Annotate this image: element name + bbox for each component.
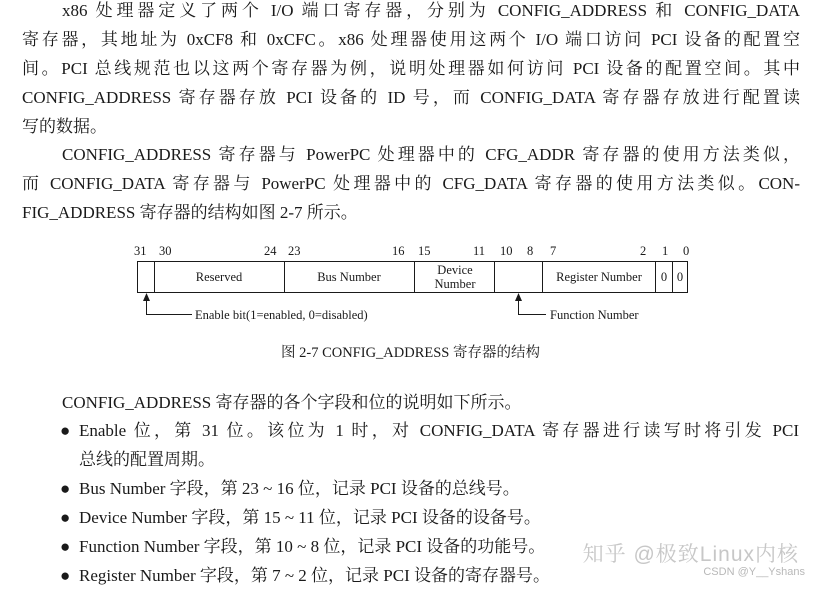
watermark-csdn: CSDN @Y__Yshans xyxy=(703,566,805,578)
paragraph-line: CONFIG_ADDRESS 寄存器存放 PCI 设备的 ID 号，而 CONFIG_DATA 寄存器存放进行配置读 xyxy=(22,88,800,107)
bullet-icon: ● xyxy=(60,508,71,527)
function-number-label: Function Number xyxy=(550,308,639,322)
paragraph-line: 写的数据。 xyxy=(22,117,107,136)
bit-number-11: 11 xyxy=(473,244,486,258)
field-zero-bit0: 0 xyxy=(676,270,684,284)
list-item-function-number: ● Function Number 字段，第 10 ~ 8 位，记录 PCI 设备的功能号。 xyxy=(0,532,821,561)
list-item-register-number: ● Register Number 字段，第 7 ~ 2 位，记录 PCI 设备的寄存器号。 xyxy=(0,561,821,590)
field-reserved: Reserved xyxy=(195,270,243,284)
bit-number-23: 23 xyxy=(288,244,301,258)
bit-number-30: 30 xyxy=(159,244,172,258)
list-item-bus-number: ● Bus Number 字段，第 23 ~ 16 位，记录 PCI 设备的总线号。 xyxy=(0,474,821,503)
bit-number-16: 16 xyxy=(392,244,405,258)
list-item-device-number: ● Device Number 字段，第 15 ~ 11 位，记录 PCI 设备的设备号。 xyxy=(0,503,821,532)
paragraph-line: x86 处理器定义了两个 I/O 端口寄存器，分别为 CONFIG_ADDRESS 和 CONFIG_DATA xyxy=(62,1,800,20)
bit-number-24: 24 xyxy=(264,244,277,258)
function-arrow-icon xyxy=(515,293,522,301)
bit-number-15: 15 xyxy=(418,244,431,258)
bit-number-10: 10 xyxy=(500,244,513,258)
paragraph-line: CONFIG_ADDRESS 寄存器的各个字段和位的说明如下所示。 xyxy=(62,393,522,412)
bit-number-7: 7 xyxy=(550,244,557,258)
field-device-number-line1: Device xyxy=(437,263,473,277)
bullet-icon: ● xyxy=(60,537,71,556)
watermark-zhihu: 知乎 @极致Linux内核 xyxy=(582,543,799,566)
enable-bit-leader xyxy=(147,294,193,315)
bit-number-2: 2 xyxy=(640,244,647,258)
paragraph-line: 寄存器，其地址为 0xCF8 和 0xCFC。x86 处理器使用这两个 I/O 端口访问 PCI 设备的配置空 xyxy=(22,30,800,49)
function-number-leader xyxy=(519,294,547,315)
paragraph-field-intro xyxy=(22,388,800,417)
enable-bit-label: Enable bit(1=enabled, 0=disabled) xyxy=(195,308,368,322)
enable-arrow-icon xyxy=(143,293,150,301)
field-zero-bit1: 0 xyxy=(660,270,668,284)
bit-number-31: 31 xyxy=(134,244,147,258)
bit-number-0: 0 xyxy=(683,244,690,258)
field-register-number: Register Number xyxy=(556,270,642,284)
bit-number-1: 1 xyxy=(662,244,669,258)
bit-number-8: 8 xyxy=(527,244,534,258)
list-item-enable: ● Enable 位，第 31 位。该位为 1 时，对 CONFIG_DATA 寄存器进行读写时将引发 PCI 总线的配置周期。 xyxy=(0,416,821,474)
paragraph-line: FIG_ADDRESS 寄存器的结构如图 2-7 所示。 xyxy=(22,203,358,222)
bullet-icon: ● xyxy=(60,421,71,440)
paragraph-line: CONFIG_ADDRESS 寄存器与 PowerPC 处理器中的 CFG_ADDR 寄存器的使用方法类似， xyxy=(62,145,800,164)
paragraph-line: 而 CONFIG_DATA 寄存器与 PowerPC 处理器中的 CFG_DATA 寄存器的使用方法类似。CON- xyxy=(22,174,800,193)
field-bus-number: Bus Number xyxy=(317,270,381,284)
paragraph-line: 间。PCI 总线规范也以这两个寄存器为例，说明处理器如何访问 PCI 设备的配置空间。其中 xyxy=(22,59,800,78)
bullet-icon: ● xyxy=(60,566,71,585)
figure-caption: 图 2-7 CONFIG_ADDRESS 寄存器的结构 xyxy=(280,345,540,361)
field-device-number-line2: Number xyxy=(434,277,476,291)
bullet-icon: ● xyxy=(60,479,71,498)
